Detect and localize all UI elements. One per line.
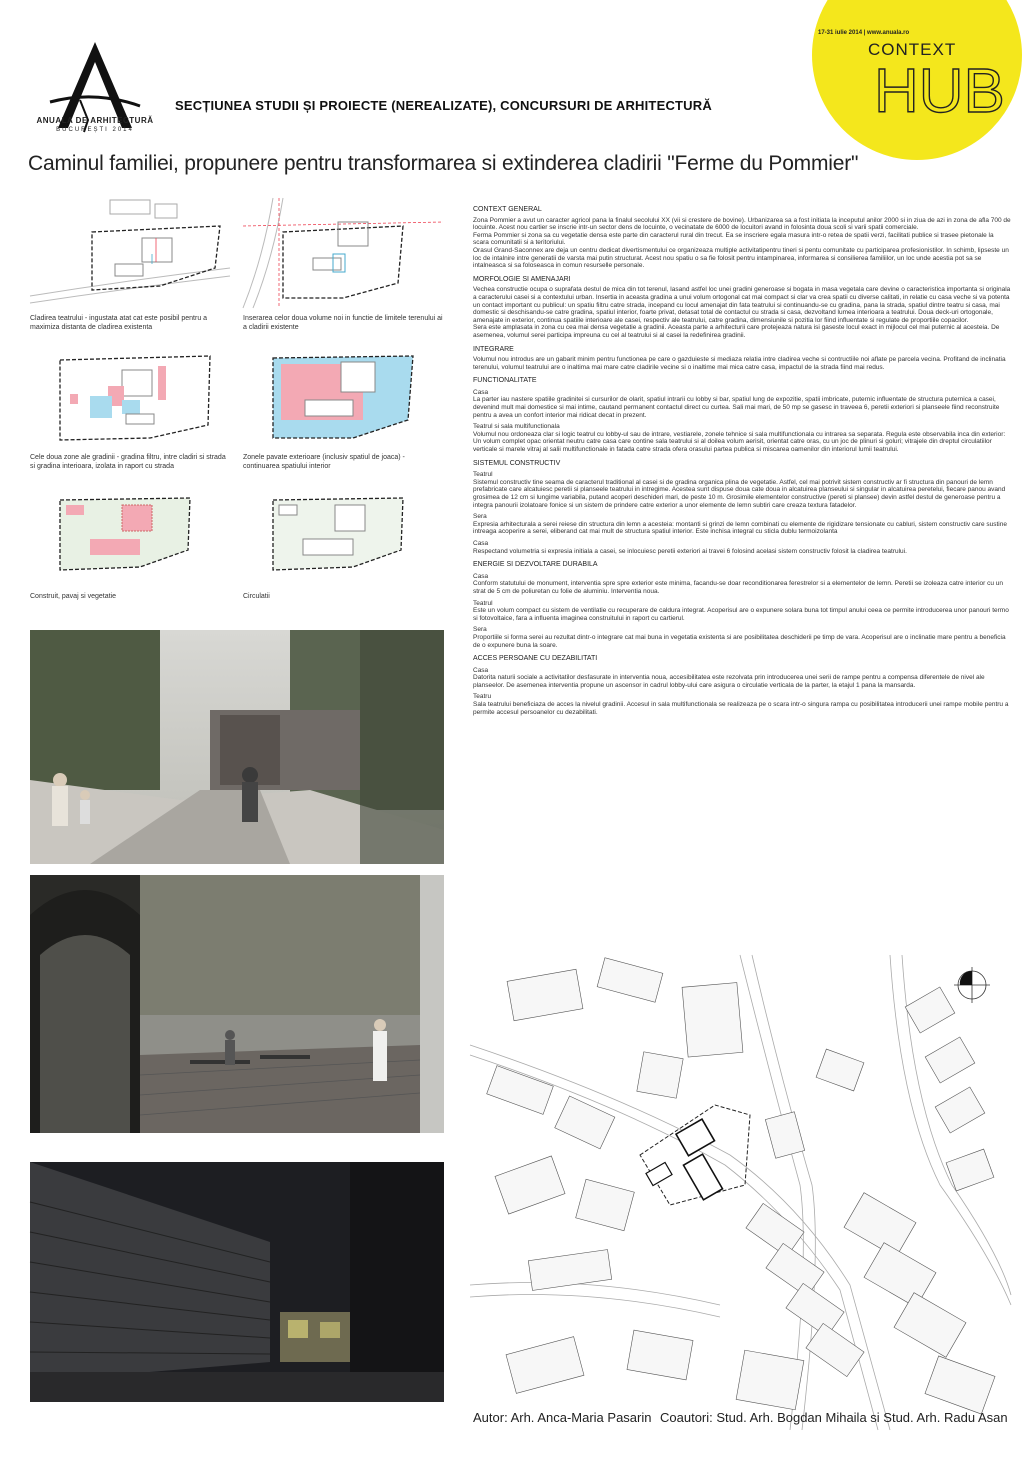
subsection-heading: Casa	[473, 388, 489, 396]
subsection-heading: Sera	[473, 626, 487, 634]
section-title: SECȚIUNEA STUDII ȘI PROIECTE (NEREALIZATE), CONCURSURI DE ARHITECTURĂ	[175, 98, 712, 113]
section-heading: ACCES PERSOANE CU DEZABILITATI	[473, 655, 598, 663]
caption-diagram-4: Zonele pavate exterioare (inclusiv spatiul de joaca) - continuarea spatiului interior	[243, 454, 405, 470]
logo-subtitle: BUCUREȘTI 2014	[56, 127, 134, 133]
subsection-heading: Casa	[473, 572, 489, 580]
hub-logo	[872, 52, 1005, 132]
subsection-heading: Teatru	[473, 693, 492, 701]
diagram-garden-zones	[30, 350, 230, 450]
badge-context-label: CONTEXT	[868, 40, 957, 59]
caption-diagram-3: Cele doua zone ale gradinii - gradina filtru, intre cladiri si strada si gradina interioara, izolata in raport cu strada	[30, 454, 226, 470]
diagram-circulation	[243, 495, 443, 580]
badge-dates: 17-31 iulie 2014 | www.anuala.ro	[818, 30, 910, 36]
paragraph: Volumul nou ordoneaza clar si logic teatrul cu lobby-ul sau de intrare, vestiarele, zonele tehnice si sala multifunctionala cu intrarea sa separata. Regula este observabila inca din exterior: Un volum complet opac orientat neutru catre casa care contine sala teatrului si al doilea volum aerisit, orientat catre oras, cu un joc de plinuri si goluri; vitrajele din dreptul circulatiilor verticale si marele vitraj al salii multifunctionale in fatada catre strada ofera orasului partea publica si miscarea oamenilor din interiorul lumii teatrului.	[473, 430, 1006, 454]
rendering-night-view	[30, 1162, 444, 1402]
paragraph: Conform statutului de monument, interventia spre spre exterior este minima, facandu-se doar reconditionarea ferestrelor si a elementelor de lemn. Peretii se izoleaza catre interior cu un strat de 5 cm de poliuretan cu folie de aluminiu. Interventia noua.	[473, 580, 1004, 595]
anuala-logo	[40, 40, 150, 140]
paragraph: Expresia arhitecturala a serei reiese din structura din lemn a acesteia: montanti si grinzi de lemn combinati cu elemente de rigidizare tensionate cu cabluri, sistem constructiv care sustine intreaga acoperire a serei, eliberand cat mai mult de structura spatiul interior. Este inchisa integral cu sticla dublu termoizolanta	[473, 520, 1007, 536]
subsection-heading: Teatrul	[473, 471, 493, 479]
diagram-built-paving-vegetation	[30, 495, 230, 580]
paragraph: Sistemul constructiv tine seama de caracterul traditional al casei si de gradina organica plina de vegetatie. Astfel, cel mai potrivit sistem constructiv ar fi structura din panouri de lemn prefabricate care alcatuiesc peretii si planseele teatrului in intregime. Acestea sunt dispuse doua cate doua in alcatuirea planseului si singular in alcatuirea peretelui, fiecare panou avand grosimea de 12 cm si lungime variabila, putand acoperi deschideri mari, de peste 10 m. Grosimile elementelor constructive (pereti si plansee) devin astfel destul de generoase pentru a integra panourii izolatoare fonice si un sistem de prindere catre exterior a unor elemente de lemn subtiri care creaza textura fatadelor.	[473, 478, 1006, 509]
section-heading: ENERGIE SI DEZVOLTARE DURABILA	[473, 561, 598, 569]
paragraph: Ferma Pommier si zona sa cu vegetatie densa este parte din caracterul rural din trecut. Ea se inscriere egala masura intr-o retea de spatii verzi, facilitati publice si trasee pietonale la scara comunitatii si a teritoriului.	[473, 231, 994, 247]
rendering-garden-street	[30, 630, 444, 864]
subsection-heading: Casa	[473, 539, 489, 547]
caption-diagram-5: Construit, pavaj si vegetatie	[30, 593, 116, 600]
paragraph: Respectand volumetria si expresia initiala a casei, se inlocuiesc peretii exteriori ai travei 6 folosind acelasi sistem constructiv folosit la cladirea teatrului.	[473, 547, 907, 555]
section-heading: SISTEMUL CONSTRUCTIV	[473, 459, 561, 467]
main-title: Caminul familiei, propunere pentru transformarea si extinderea cladirii "Ferme du Pommier"	[28, 152, 859, 175]
paragraph: Vechea constructie ocupa o suprafata destul de mica din tot terenul, lasand astfel loc unei gradini generoase si bogata in masa vegetala care devine o caracteristica importanta si originala a caracterului casei si a contextului urban. Insertia in aceasta gradina a unui volum ortogonal cat mai compact si clar va crea spatii cu diverse calitati, in relatie cu casa veche si va potenta un contact important cu publicul: un spatiu filtru catre strada, incepand cu locul amenajat din fata teatrului si continuandu-se cu gradina, pana la strada, spatiul dintre teatru si casa, mai domestic si deschisandu-se catre gradina, spatiul interior, foarte privat, detasat total de contactul cu strada si casa, dezvoltand lumea interioara a teatrului. Doua deck-uri ortogonale, amenajate in exterior, continua spatiile interioare ale casei, respectiv ale teatrului, catre gradina, dimensiunile si pozitia lor fiind influentate si regulate de proportiile copacilor.	[473, 286, 1011, 324]
section-heading: INTEGRARE	[473, 345, 514, 353]
subsection-heading: Sera	[473, 513, 487, 521]
section-heading: CONTEXT GENERAL	[473, 206, 542, 213]
coauthors-credit: Coautori: Stud. Arh. Bogdan Mihaila si Stud. Arh. Radu Asan	[660, 1410, 1008, 1425]
paragraph: Proportiile si forma serei au rezultat dintr-o integrare cat mai buna in vegetatia existenta si are posibilitatea deschiderii pe timp de vara. Acoperisul are o inclinatie mare pentru a beneficia de o expunere buna la soare.	[473, 633, 1006, 649]
diagram-theatre-narrowed	[30, 198, 230, 308]
author-credit: Autor: Arh. Anca-Maria Pasarin	[473, 1410, 652, 1425]
paragraph: Sera este amplasata in zona cu cea mai densa vegetatie a gradinii. Aceasta parte a arhitecturii care protejeaza natura isi gaseste locul exact in mijlocul cel mai puternic al acesteia. De asemenea, volumul serei participa impreuna cu cel al teatrului si al casei la redefinirea gradinii.	[473, 324, 1000, 339]
paragraph: Sala teatrului beneficiaza de acces la nivelul gradinii. Accesul in sala multifunctionala se realizeaza pe o scara intr-o singura rampa cu posibilitatea introducerii unei rampe mobile pentru a permite accesul persoanelor cu dezabilitati.	[473, 701, 1009, 716]
diagram-two-volumes	[243, 198, 443, 308]
caption-diagram-1: Cladirea teatrului - ingustata atat cat este posibil pentru a maximiza distanta de cladirea existenta	[30, 315, 208, 331]
section-heading: FUNCTIONALITATE	[473, 377, 537, 385]
description-text	[473, 200, 1011, 716]
paragraph: Zona Pommier a avut un caracter agricol pana la finalul secolului XX (vii si crestere de bovine). Urbanizarea sa a fost initiata la inceputul anilor 2000 si in ziua de azi in zona de afla 700 de locuinte. Acest nou cartier se inscrie intr-un sector dens de locuinte, o vecinatate de 6000 de locuitori avand in folosinta doua scoli si varii spatii comerciale.	[473, 216, 1011, 232]
paragraph: Orasul Grand-Saconnex are deja un centru dedicat divertismentului ce organizeaza multiple activitatipentru tineri si pentu comunitate cu participarea profesionistilor. In schimb, lipseste un loc de intalnire intre generatii de varsta mai putin structurat. Acest nou spatiu o sa fie folosit pentru intampinarea, informarea si consilierea familiilor, un loc unde acestia pot sa se intalneasca si sa foloseasca in comun resurselle personale.	[473, 246, 1009, 270]
rendering-deck-garden	[30, 875, 444, 1133]
paragraph: Este un volum compact cu sistem de ventilatie cu recuperare de caldura integrat. Acoperisul are o expunere solara buna tot timpul anului ceea ce permite introducerea unor panouri termo si fotovoltaice, fara a influenta imaginea construitului in raport cu cartierul.	[473, 607, 1009, 622]
diagram-paved-areas	[243, 350, 443, 450]
section-heading: MORFOLOGIE SI AMENAJARI	[473, 275, 571, 283]
hub-logo-text: HUB	[874, 57, 1005, 126]
subsection-heading: Teatrul	[473, 599, 493, 607]
paragraph: Volumul nou introdus are un gabarit minim pentru functionea pe care o gazduieste si mediaza relatia intre cladirea veche si contructiile noi aflate pe parcela vecina. Profitand de inclinatia terenului, volumul teatrului are o inaltima mai mare catre cladirile vecine si o inaltime mai mica catre casa, impactul de la strada fiind mai redus.	[473, 356, 1006, 371]
site-plan-map	[470, 955, 1011, 1430]
caption-diagram-2: Inserarea celor doua volume noi in functie de limitele terenului ai a cladirii existente	[243, 315, 443, 331]
logo-name: ANUALA DE ARHITECTURĂ	[36, 116, 154, 125]
caption-diagram-6: Circulatii	[243, 593, 270, 600]
paragraph: Datorita naturii sociale a activitatilor desfasurate in interventia noua, accesibilitatea este rezolvata prin introducerea unei serii de rampe pentru a compensa diferentele de nivel ale planseelor. De asemenea interventia propune un ascensor in cadrul lobby-ului care asigura o circulatie verticala de la parter, la etajul 1 pana la mansarda.	[473, 674, 985, 689]
subsection-heading: Casa	[473, 666, 489, 674]
subsection-heading: Teatrul si sala multifunctionala	[473, 423, 560, 431]
paragraph: La parter iau nastere spatiile gradinitei si cursurilor de olarit, spatiul intrarii cu lobby si bar, spatiul lung de expozitie, spatii imbricate, puternic influentate de structura puternica a casei, devenind mult mai domestice si mai intime, cautand permanent contactul direct cu curtea. Sali mai mari, de 50 mp se gasesc in traveea 6, peretii exteriori si planseele fiind reconstruite pentru a avea un confort interior mai ridicat decat in prezent.	[473, 396, 1000, 419]
